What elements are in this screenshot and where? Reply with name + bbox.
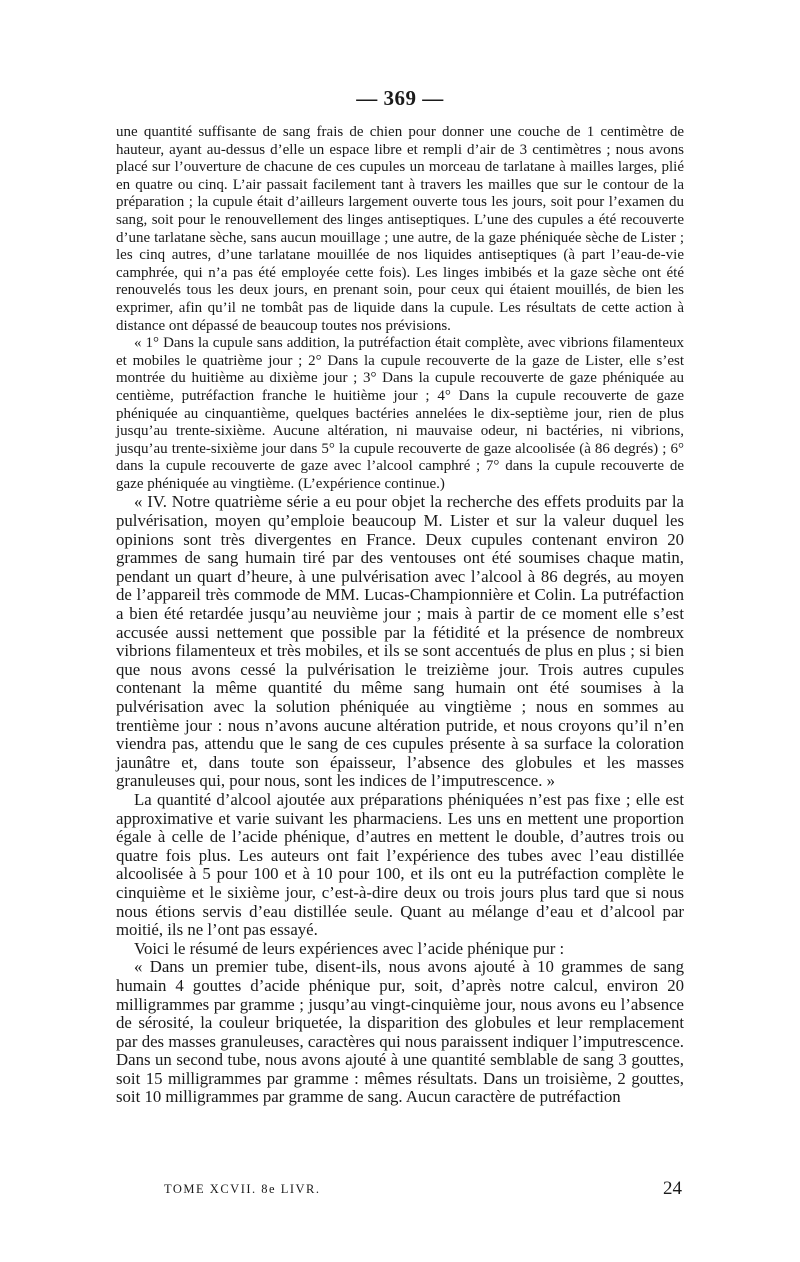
paragraph: La quantité d’alcool ajoutée aux préparations phéniquées n’est pas fixe ; elle est approximative et varie suivant les pharmaciens. Les uns en mettent une proportion égale à celle de l’acide phénique, d’autres en mettent le double, d’autres trois ou quatre fois plus. Les auteurs ont fait l’expérience des tubes avec l’eau distillée alcoolisée à 5 pour 100 et à 10 pour 100, et ils ont eu la putréfaction complète le cinquième et le sixième jour, c’est-à-dire deux ou trois jours plus tard que si nous nous étions servis d’eau distillée seule. Quant au mélange d’eau et d’alcool par moitié, ils ne l’ont pas essayé.	[116, 789, 684, 940]
paragraph: « Dans un premier tube, disent-ils, nous avons ajouté à 10 grammes de sang humain 4 gouttes d’acide phénique pur, soit, d’après notre calcul, environ 20 milligrammes par gramme ; jusqu’au vingt-cinquième jour, nous avons eu l’absence de sérosité, la couleur briquetée, la disparition des globules et leur remplacement par des masses granuleuses, caractères qui nous paraissent indiquer l’imputrescence. Dans un second tube, nous avons ajouté à une quantité semblable de sang 3 gouttes, soit 15 milligrammes par gramme : mêmes résultats. Dans un troisième, 2 gouttes, soit 10 milligrammes par gramme de sang. Aucun caractère de putréfaction	[116, 957, 684, 1107]
page-number: — 369 —	[356, 86, 444, 110]
sheet-number: 24	[663, 1178, 682, 1199]
body-text	[116, 124, 684, 1107]
paragraph: Voici le résumé de leurs expériences avec l’acide phénique pur :	[134, 938, 565, 958]
paragraph: « 1° Dans la cupule sans addition, la putréfaction était complète, avec vibrions filamenteux et mobiles le quatrième jour ; 2° Dans la cupule recouverte de la gaze de Lister, elle s’est montrée du huitième au dixième jour ; 3° Dans la cupule recouverte de gaze phéniquée au centième, putréfaction franche le huitième jour ; 4° Dans la cupule recouverte de gaze phéniquée au cinquantième, quelques bactéries annelées le dix-septième jour, rien de plus jusqu’au trente-sixième. Aucune altération, ni mauvaise odeur, ni bactéries, ni vibrions, jusqu’au trente-sixième jour dans 5° la cupule recouverte de gaze alcoolisée (à 86 degrés) ; 6° dans la cupule recouverte de gaze avec l’alcool camphré ; 7° dans la cupule recouverte de gaze phéniquée au vingtième. (L’expérience continue.)	[116, 335, 684, 492]
paragraph: « IV. Notre quatrième série a eu pour objet la recherche des effets produits par la pulvérisation, moyen qu’emploie beaucoup M. Lister et sur la valeur duquel les opinions sont très divergentes en France. Deux cupules contenant environ 20 grammes de sang humain tiré par des ventouses ont été soumises chaque matin, pendant un quart d’heure, à une pulvérisation avec l’alcool à 86 degrés, au moyen de l’appareil très commode de MM. Lucas-Championnière et Colin. La putréfaction a bien été retardée jusqu’au neuvième jour ; mais à partir de ce moment elle s’est accusée aussi nettement que possible par la fétidité et la présence de nombreux vibrions filamenteux et très mobiles, et ils se sont accentués de plus en plus ; si bien que nous avons cessé la pulvérisation le treizième jour. Trois autres cupules contenant la même quantité du même sang humain ont été soumises à la pulvérisation avec la solution phéniquée au vingtième ; nous en sommes au trentième jour : nous n’avons aucune altération putride, et nous croyons qu’il n’en viendra pas, attendu que le sang de ces cupules présente à sa surface la coloration jaunâtre et, dans toute son épaisseur, l’absence des globules et les masses granuleuses qui, pour nous, sont les indices de l’imputrescence. »	[116, 492, 684, 791]
volume-signature: TOME XCVII. 8e LIVR.	[164, 1182, 321, 1196]
paragraph: une quantité suffisante de sang frais de chien pour donner une couche de 1 centimètre de hauteur, ayant au-dessus d’elle un espace libre et rempli d’air de 3 centimètres ; nous avons placé sur l’ouverture de chacune de ces cupules un morceau de tarlatane à mailles larges, plié en quatre ou cinq. L’air passait facilement tant à travers les mailles que sur le contour de la préparation ; la cupule était d’ailleurs largement ouverte tous les jours, soit pour l’examen du sang, soit pour le renouvellement des linges antiseptiques. L’une des cupules a été recouverte d’une tarlatane sèche, sans aucun mouillage ; une autre, de la gaze phéniquée sèche de Lister ; les cinq autres, d’une tarlatane mouillée de nos liquides antiseptiques (à part l’eau-de-vie camphrée, qui n’a pas été employée cette fois). Les linges imbibés et la gaze sèche ont été renouvelés tous les deux jours, en prenant soin, pour ceux qui étaient mouillés, de bien les exprimer, afin qu’il ne tombât pas de liquide dans la cupule. Les résultats de cette action à distance ont dépassé de beaucoup toutes nos prévisions.	[116, 124, 684, 334]
